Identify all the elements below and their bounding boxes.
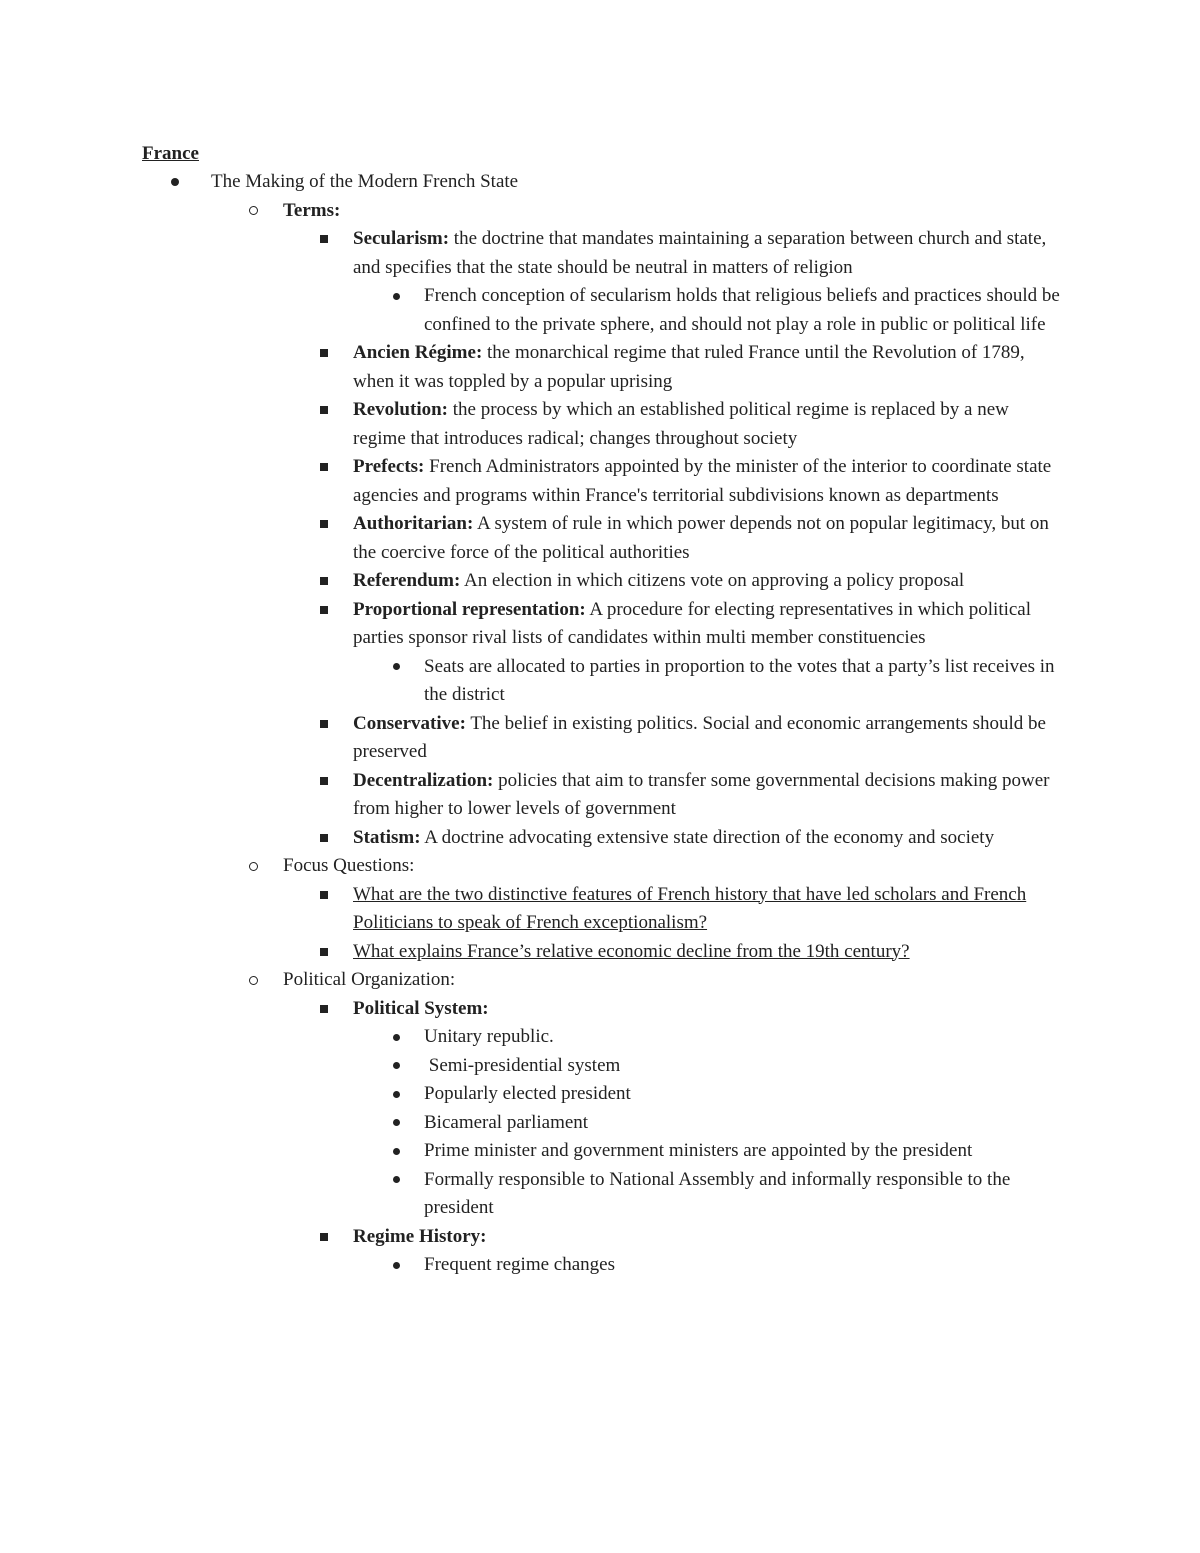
bullet-small-circle-icon	[389, 1251, 403, 1280]
bullet-small-circle-icon	[389, 1080, 403, 1109]
political-system-subitem-text: Unitary republic.	[424, 1026, 554, 1047]
political-system-subitem	[0, 1080, 1200, 1109]
regime-history-subitem-text: Frequent regime changes	[424, 1254, 615, 1275]
term-item-revolution	[0, 396, 1200, 453]
term-item-secularism	[0, 225, 1200, 282]
bullet-square-icon	[317, 710, 331, 739]
bullet-square-icon	[317, 567, 331, 596]
focus-question-item	[0, 938, 1200, 967]
term-definition: A doctrine advocating extensive state direction of the economy and society	[420, 826, 995, 848]
political-system-item	[0, 995, 1200, 1024]
term-subitem-text: French conception of secularism holds that religious beliefs and practices should be confined to the private sphere, and should not play a role in public or political life	[424, 285, 1060, 335]
term-definition: The belief in existing politics. Social and economic arrangements should be preserved	[353, 712, 1046, 762]
term-item-authoritarian	[0, 510, 1200, 567]
political-system-subitem	[0, 1052, 1200, 1081]
bullet-small-circle-icon	[389, 1109, 403, 1138]
term-subitem-secularism	[0, 282, 1200, 339]
bullet-hollow-circle-icon	[246, 966, 260, 995]
term-name: Ancien Régime:	[353, 342, 483, 363]
political-system-subitem-text: Bicameral parliament	[424, 1111, 589, 1133]
term-item-proportional-representation	[0, 596, 1200, 653]
bullet-small-circle-icon	[389, 1137, 403, 1166]
term-name: Authoritarian:	[353, 513, 474, 534]
term-item-referendum	[0, 567, 1200, 596]
focus-question-text: What explains France’s relative economic decline from the 19th century?	[353, 940, 910, 962]
term-entry	[353, 710, 1063, 767]
bullet-hollow-circle-icon	[246, 852, 260, 881]
bullet-square-icon	[317, 225, 331, 254]
bullet-square-icon	[317, 995, 331, 1024]
term-name: Referendum:	[353, 570, 461, 591]
term-entry	[353, 339, 1063, 396]
term-name: Decentralization:	[353, 769, 494, 791]
political-system-subitem	[0, 1166, 1200, 1223]
bullet-hollow-circle-icon	[246, 197, 260, 226]
term-definition: French Administrators appointed by the minister of the interior to coordinate state agencies and programs within France's territorial subdivisions known as departments	[353, 456, 1052, 506]
term-definition: A system of rule in which power depends not on popular legitimacy, but on the coercive force of the political authorities	[353, 513, 1049, 563]
bullet-square-icon	[317, 510, 331, 539]
political-system-subitem-text: Popularly elected president	[424, 1083, 631, 1104]
term-entry	[353, 567, 1063, 596]
bullet-square-icon	[317, 881, 331, 910]
term-name: Secularism:	[353, 228, 450, 249]
political-system-subitem-text: Prime minister and government ministers are appointed by the president	[424, 1140, 973, 1161]
focus-questions-heading: Focus Questions:	[283, 855, 415, 876]
term-entry	[353, 824, 1063, 853]
bullet-square-icon	[317, 596, 331, 625]
term-name: Statism:	[353, 826, 421, 848]
bullet-square-icon	[317, 824, 331, 853]
focus-question-item	[0, 881, 1200, 938]
bullet-small-circle-icon	[389, 653, 403, 682]
term-subitem-proportional-representation	[0, 653, 1200, 710]
terms-heading: Terms:	[283, 199, 341, 221]
term-entry	[353, 225, 1063, 282]
political-system-subitem-text: Formally responsible to National Assembly and informally responsible to the president	[424, 1168, 1011, 1218]
term-name: Revolution:	[353, 399, 448, 420]
bullet-square-icon	[317, 396, 331, 425]
section-heading: The Making of the Modern French State	[211, 171, 519, 192]
bullet-small-circle-icon	[389, 282, 403, 311]
bullet-square-icon	[317, 453, 331, 482]
term-name: Prefects:	[353, 456, 425, 477]
political-system-subitem	[0, 1109, 1200, 1138]
term-definition: A procedure for electing representatives in which political parties sponsor rival lists of candidates within multi member constituencies	[353, 598, 1032, 648]
term-name: Conservative:	[353, 712, 466, 734]
political-system-heading: Political System:	[353, 997, 489, 1019]
term-subitem-text: Seats are allocated to parties in proportion to the votes that a party’s list receives in the district	[424, 655, 1055, 705]
term-definition: An election in which citizens vote on approving a policy proposal	[460, 570, 965, 591]
bullet-square-icon	[317, 339, 331, 368]
term-item-statism	[0, 824, 1200, 853]
focus-question-text: What are the two distinctive features of French history that have led scholars and French Politicians to speak of French exceptionalism?	[353, 883, 1027, 933]
political-system-subitem	[0, 1023, 1200, 1052]
term-name: Proportional representation:	[353, 598, 586, 620]
bullet-small-circle-icon	[389, 1052, 403, 1081]
bullet-square-icon	[317, 938, 331, 967]
term-entry	[353, 453, 1063, 510]
term-item-ancien-regime	[0, 339, 1200, 396]
regime-history-heading: Regime History:	[353, 1225, 487, 1247]
regime-history-item	[0, 1223, 1200, 1252]
outline-item-focus-questions	[0, 852, 1200, 881]
bullet-small-circle-icon	[389, 1023, 403, 1052]
term-definition: the doctrine that mandates maintaining a separation between church and state, and specifies that the state should be neutral in matters of religion	[353, 228, 1047, 278]
outline-list	[0, 168, 1200, 1280]
term-definition: the monarchical regime that ruled France until the Revolution of 1789, when it was toppled by a popular uprising	[353, 342, 1025, 392]
bullet-square-icon	[317, 767, 331, 796]
bullet-small-circle-icon	[389, 1166, 403, 1195]
term-entry	[353, 396, 1063, 453]
political-organization-heading: Political Organization:	[283, 969, 456, 990]
bullet-filled-circle-icon	[168, 168, 182, 197]
term-entry	[353, 596, 1063, 653]
outline-item-terms	[0, 197, 1200, 226]
term-definition: the process by which an established political regime is replaced by a new regime that introduces radical; changes throughout society	[353, 399, 1009, 449]
term-item-decentralization	[0, 767, 1200, 824]
bullet-square-icon	[317, 1223, 331, 1252]
term-entry	[353, 767, 1063, 824]
term-item-prefects	[0, 453, 1200, 510]
term-item-conservative	[0, 710, 1200, 767]
regime-history-subitem	[0, 1251, 1200, 1280]
term-entry	[353, 510, 1063, 567]
political-system-subitem	[0, 1137, 1200, 1166]
political-system-subitem-text: Semi-presidential system	[424, 1054, 621, 1076]
page-title: France	[142, 143, 199, 164]
term-definition: policies that aim to transfer some governmental decisions making power from higher to lower levels of government	[353, 769, 1050, 819]
outline-item-making-modern-french-state	[0, 168, 1200, 197]
outline-item-political-organization	[0, 966, 1200, 995]
